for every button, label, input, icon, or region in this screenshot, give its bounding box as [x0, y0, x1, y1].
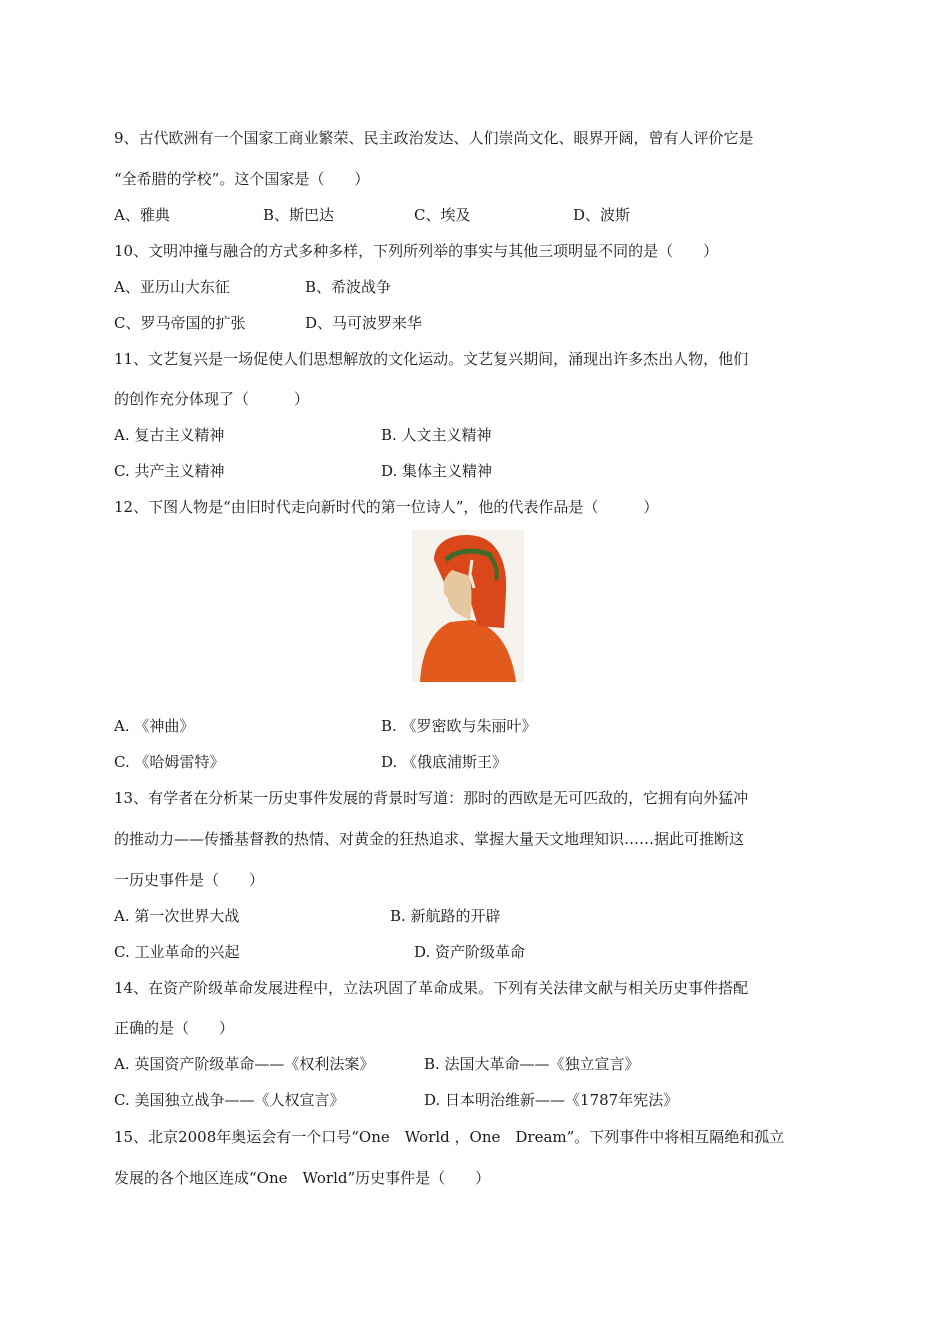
q9-option-a: A、雅典 [114, 206, 170, 224]
q9-option-c: C、埃及 [414, 206, 471, 224]
q15-stem-line1: 15、北京2008年奥运会有一个口号“One World ，One Dream”。下列事件中将相互隔绝和孤立 [114, 1128, 785, 1146]
q10-option-a: A、亚历山大东征 [114, 278, 230, 296]
q15-stem-line2: 发展的各个地区连成“One World”历史事件是（ ） [114, 1169, 491, 1187]
q10-stem-line1: 10、文明冲撞与融合的方式多种多样，下列所列举的事实与其他三项明显不同的是（ ） [114, 242, 719, 260]
q12-option-c: C. 《哈姆雷特》 [114, 753, 225, 771]
q13-stem-line3: 一历史事件是（ ） [114, 871, 265, 889]
q13-option-b: B. 新航路的开辟 [390, 907, 501, 925]
q11-option-a: A. 复古主义精神 [114, 426, 225, 444]
q9-option-d: D、波斯 [573, 206, 631, 224]
q9-stem-line2: “全希腊的学校”。这个国家是（ ） [114, 170, 370, 188]
q11-stem-line1: 11、文艺复兴是一场促使人们思想解放的文化运动。文艺复兴期间，涌现出许多杰出人物，他们 [114, 350, 749, 368]
q10-option-b: B、希波战争 [305, 278, 392, 296]
q11-option-d: D. 集体主义精神 [381, 462, 493, 480]
q11-option-b: B. 人文主义精神 [381, 426, 492, 444]
q13-stem-line2: 的推动力——传播基督教的热情、对黄金的狂热追求、掌握大量天文地理知识……据此可推断这 [114, 830, 745, 848]
q14-option-b: B. 法国大革命——《独立宣言》 [424, 1055, 640, 1073]
q13-stem-line1: 13、有学者在分析某一历史事件发展的背景时写道：那时的西欧是无可匹敌的，它拥有向外猛冲 [114, 789, 749, 807]
q14-stem-line2: 正确的是（ ） [114, 1019, 235, 1037]
q13-option-c: C. 工业革命的兴起 [114, 943, 240, 961]
q14-option-d: D. 日本明治维新——《1787年宪法》 [424, 1091, 679, 1109]
q14-option-c: C. 美国独立战争——《人权宣言》 [114, 1091, 345, 1109]
q9-stem-line1: 9、古代欧洲有一个国家工商业繁荣、民主政治发达、人们崇尚文化、眼界开阔，曾有人评价它是 [114, 129, 754, 147]
q13-option-a: A. 第一次世界大战 [114, 907, 240, 925]
q12-option-b: B. 《罗密欧与朱丽叶》 [381, 717, 537, 735]
q11-option-c: C. 共产主义精神 [114, 462, 225, 480]
q11-stem-line2: 的创作充分体现了（ ） [114, 390, 310, 408]
q13-option-d: D. 资产阶级革命 [414, 943, 526, 961]
q10-option-d: D、马可波罗来华 [305, 314, 423, 332]
q12-stem-line1: 12、下图人物是“由旧时代走向新时代的第一位诗人”，他的代表作品是（ ） [114, 498, 659, 516]
q14-stem-line1: 14、在资产阶级革命发展进程中，立法巩固了革命成果。下列有关法律文献与相关历史事件搭配 [114, 979, 749, 997]
q14-option-a: A. 英国资产阶级革命——《权利法案》 [114, 1055, 375, 1073]
q12-option-d: D. 《俄底浦斯王》 [381, 753, 508, 771]
q10-option-c: C、罗马帝国的扩张 [114, 314, 246, 332]
q9-option-b: B、斯巴达 [263, 206, 335, 224]
dante-portrait-image [412, 530, 524, 682]
q12-option-a: A. 《神曲》 [114, 717, 195, 735]
